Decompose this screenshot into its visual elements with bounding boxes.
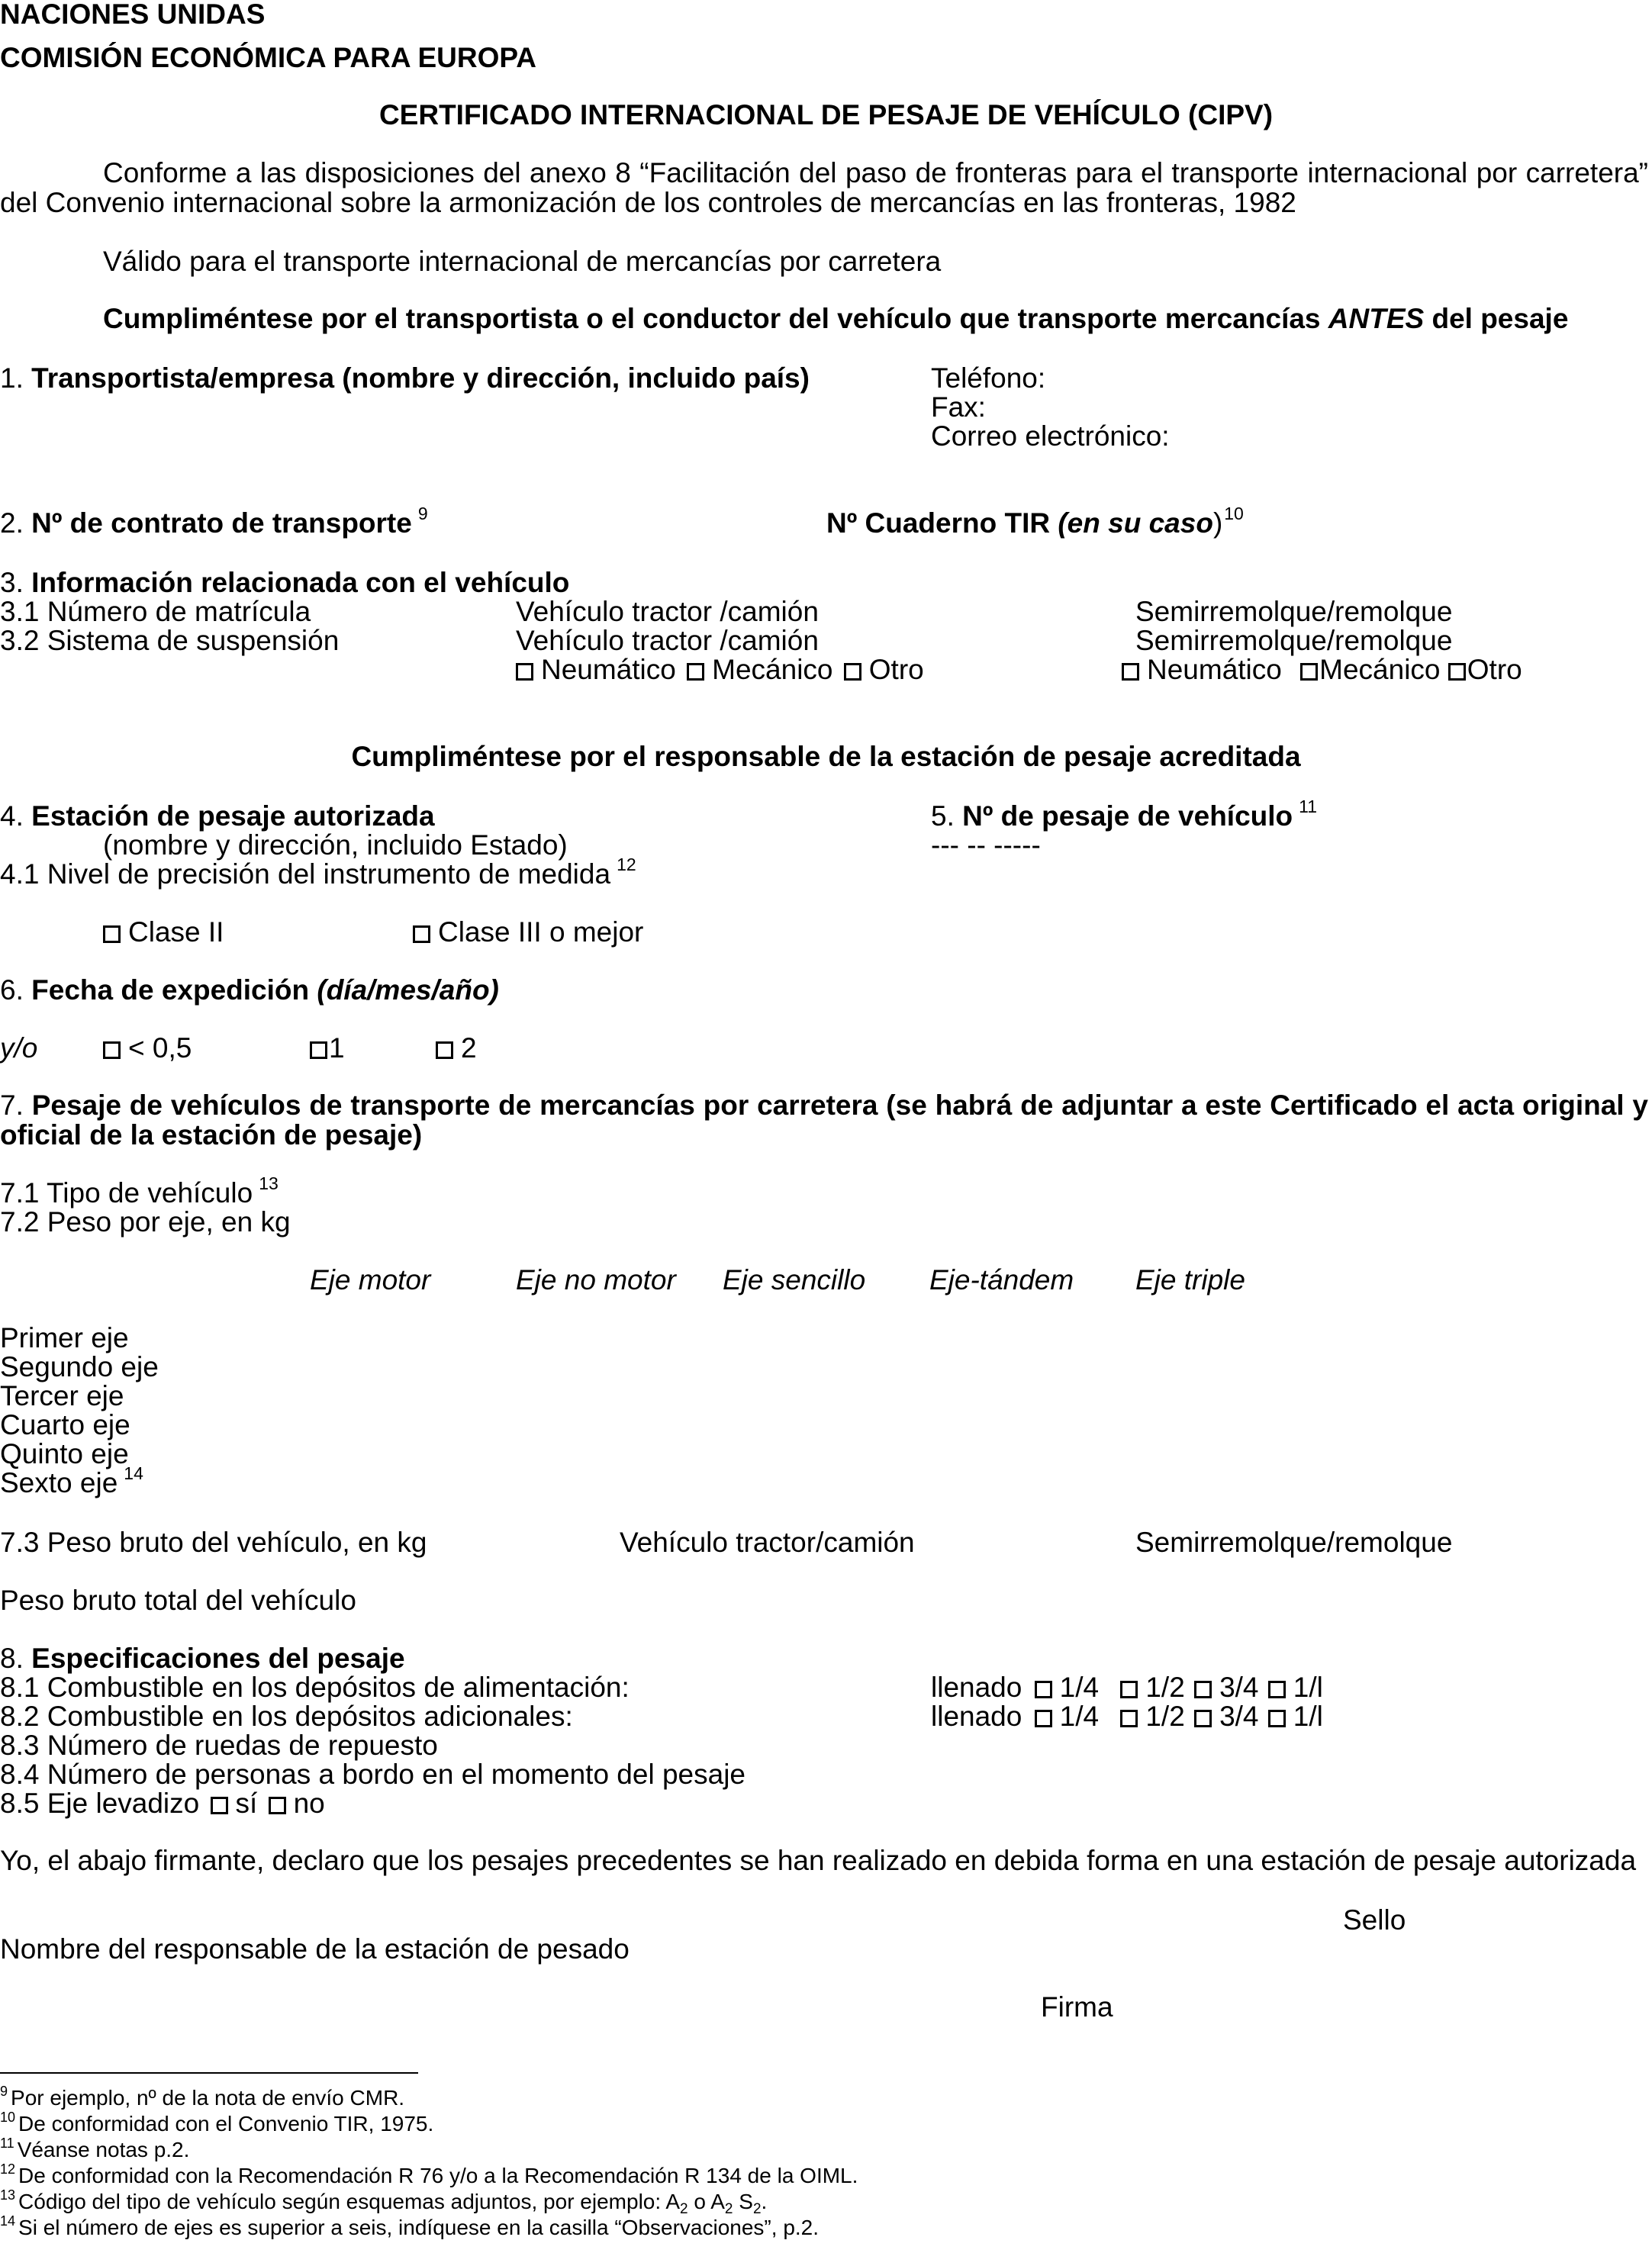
phone-label: Teléfono: <box>931 362 1046 394</box>
footnote-ref: 10 <box>1224 504 1244 523</box>
lift-axle-row: 8.5 Eje levadizo sí no <box>0 1788 325 1819</box>
persons-on-board-label: 8.4 Número de personas a bordo en el momento del pesaje <box>0 1759 745 1790</box>
tractor-suspension-options: Neumático Mecánico Otro <box>516 654 924 685</box>
section-1-heading: 1. Transportista/empresa (nombre y dirección, incluido país) <box>0 362 810 394</box>
tir-label: Nº Cuaderno TIR (en su caso)$^{10}$ <box>826 504 1244 539</box>
footnote-ref: 13 <box>259 1173 279 1193</box>
responsible-name-label: Nombre del responsable de la estación de pesado <box>0 1933 630 1965</box>
section-4-heading: 4. Estación de pesaje autorizada <box>0 800 435 832</box>
checkbox[interactable] <box>844 663 861 681</box>
fuel-main-options: llenado 1/4 1/2 3/4 1/l <box>931 1672 1323 1703</box>
trailer-label: Semirremolque/remolque <box>1135 625 1453 656</box>
tractor-label: Vehículo tractor/camión <box>620 1527 915 1558</box>
footnote: $^{13}$ Código del tipo de vehículo según esquemas adjuntos, por ejemplo: $A_2$ o $A_2$ $S_2$. <box>0 2187 768 2217</box>
checkbox[interactable] <box>211 1797 228 1814</box>
org-name: NACIONES UNIDAS <box>0 0 266 30</box>
footnote-ref: 11 <box>1299 797 1318 816</box>
weighing-number-pattern: --- -- ----- <box>931 829 1041 861</box>
carrier-instruction: Cumpliméntese por el transportista o el conductor del vehículo que transporte mercancías ANTES del pesaje <box>103 303 1569 334</box>
checkbox[interactable] <box>413 925 430 943</box>
section-8-heading: 8. Especificaciones del pesaje <box>0 1643 405 1674</box>
checkbox[interactable] <box>516 663 533 681</box>
checkbox[interactable] <box>1194 1681 1212 1698</box>
total-gross-weight-label: Peso bruto total del vehículo <box>0 1585 356 1616</box>
email-label: Correo electrónico: <box>931 420 1170 452</box>
footnote: $^{10}$ De conformidad con el Convenio TIR, 1975. <box>0 2110 434 2136</box>
declaration-text: Yo, el abajo firmante, declaro que los pesajes precedentes se han realizado en debida forma en una estación de pesaje autorizada <box>0 1845 1637 1876</box>
axle-row-label: Tercer eje <box>0 1380 124 1411</box>
commission-name: COMISIÓN ECONÓMICA PARA EUROPA <box>0 42 537 73</box>
fuel-additional-options: llenado 1/4 1/2 3/4 1/l <box>931 1701 1323 1732</box>
axle-column-header: Eje triple <box>1135 1264 1245 1295</box>
footnote-ref: 9 <box>417 504 428 523</box>
document-title: CERTIFICADO INTERNACIONAL DE PESAJE DE VEHÍCULO (CIPV) <box>378 99 1274 130</box>
axle-row-label: Sexto eje $^{14}$ <box>0 1463 143 1498</box>
tractor-label: Vehículo tractor /camión <box>516 596 819 627</box>
axle-row-label: Segundo eje <box>0 1351 159 1382</box>
checkbox[interactable] <box>1268 1710 1286 1727</box>
validity-note: Válido para el transporte internacional de mercancías por carretera <box>103 246 942 277</box>
option-lt-05: < 0,5 <box>103 1032 192 1064</box>
gross-weight-label: 7.3 Peso bruto del vehículo, en kg <box>0 1527 427 1558</box>
axle-row-label: Quinto eje <box>0 1438 129 1469</box>
checkbox[interactable] <box>1448 663 1466 681</box>
and-or-label: y/o <box>0 1032 38 1064</box>
footnote: $^{14}$ Si el número de ejes es superior a seis, indíquese en la casilla “Observaciones”, p.2. <box>0 2213 820 2239</box>
vehicle-type-label: 7.1 Tipo de vehículo $^{13}$ <box>0 1173 279 1209</box>
fuel-main-label: 8.1 Combustible en los depósitos de alimentación: <box>0 1672 630 1703</box>
stamp-label: Sello <box>1343 1904 1406 1936</box>
option-1: 1 <box>310 1032 345 1064</box>
section-7-heading: 7. Pesaje de vehículos de transporte de mercancías por carretera (se habrá de adjuntar a este Certificado el acta original y oficial de la estación de pesaje) <box>0 1089 1649 1151</box>
axle-row-label: Cuarto eje <box>0 1409 130 1440</box>
checkbox[interactable] <box>1194 1710 1212 1727</box>
checkbox[interactable] <box>1122 663 1139 681</box>
axle-column-header: Eje motor <box>310 1264 431 1295</box>
axle-column-header: Eje-tándem <box>929 1264 1074 1295</box>
section-3-heading: 3. Información relacionada con el vehículo <box>0 567 570 598</box>
axle-weight-label: 7.2 Peso por eje, en kg <box>0 1206 291 1238</box>
checkbox[interactable] <box>1268 1681 1286 1698</box>
trailer-label: Semirremolque/remolque <box>1135 596 1453 627</box>
fax-label: Fax: <box>931 391 986 423</box>
checkbox[interactable] <box>1035 1710 1052 1727</box>
class-iii-option: Clase III o mejor <box>413 916 643 948</box>
trailer-suspension-options: Neumático Mecánico Otro <box>1122 654 1522 685</box>
spare-wheels-label: 8.3 Número de ruedas de repuesto <box>0 1730 438 1761</box>
fuel-additional-label: 8.2 Combustible en los depósitos adicionales: <box>0 1701 573 1732</box>
station-subtitle: (nombre y dirección, incluido Estado) <box>103 829 568 861</box>
checkbox[interactable] <box>103 925 121 943</box>
footnote-separator <box>0 2072 418 2074</box>
intro-paragraph: Conforme a las disposiciones del anexo 8 “Facilitación del paso de fronteras para el transporte internacional por carretera” del Convenio internacional sobre la armonización de los controles de mercancías en las fronteras, 1982 <box>0 157 1648 218</box>
checkbox[interactable] <box>687 663 704 681</box>
axle-column-header: Eje sencillo <box>723 1264 866 1295</box>
footnote: $^{11}$ Véanse notas p.2. <box>0 2136 190 2161</box>
checkbox[interactable] <box>1035 1681 1052 1698</box>
checkbox[interactable] <box>269 1797 286 1814</box>
checkbox[interactable] <box>1300 663 1318 681</box>
footnote-ref: 12 <box>617 855 636 874</box>
registration-number-label: 3.1 Número de matrícula <box>0 596 311 627</box>
checkbox[interactable] <box>1120 1710 1138 1727</box>
suspension-label: 3.2 Sistema de suspensión <box>0 625 340 656</box>
tractor-label: Vehículo tractor /camión <box>516 625 819 656</box>
class-ii-option: Clase II <box>103 916 224 948</box>
precision-label: 4.1 Nivel de precisión del instrumento de medida $^{12}$ <box>0 855 636 890</box>
footnote: $^9$ Por ejemplo, nº de la nota de envío CMR. <box>0 2084 405 2110</box>
trailer-label: Semirremolque/remolque <box>1135 1527 1453 1558</box>
checkbox[interactable] <box>1120 1681 1138 1698</box>
checkbox[interactable] <box>310 1041 327 1059</box>
footnote: $^{12}$ De conformidad con la Recomendación R 76 y/o a la Recomendación R 134 de la OIML. <box>0 2161 858 2187</box>
checkbox[interactable] <box>436 1041 453 1059</box>
axle-column-header: Eje no motor <box>516 1264 676 1295</box>
footnote-ref: 14 <box>124 1463 143 1483</box>
option-2: 2 <box>436 1032 477 1064</box>
checkbox[interactable] <box>103 1041 121 1059</box>
section-6-heading: 6. Fecha de expedición (día/mes/año) <box>0 974 499 1006</box>
signature-label: Firma <box>1041 1991 1113 2023</box>
section-2-heading: 2. Nº de contrato de transporte $^9$ <box>0 504 428 539</box>
axle-row-label: Primer eje <box>0 1322 129 1353</box>
station-instruction: Cumpliméntese por el responsable de la estación de pesaje acreditada <box>351 741 1301 772</box>
section-5-heading: 5. Nº de pesaje de vehículo $^{11}$ <box>931 797 1318 832</box>
